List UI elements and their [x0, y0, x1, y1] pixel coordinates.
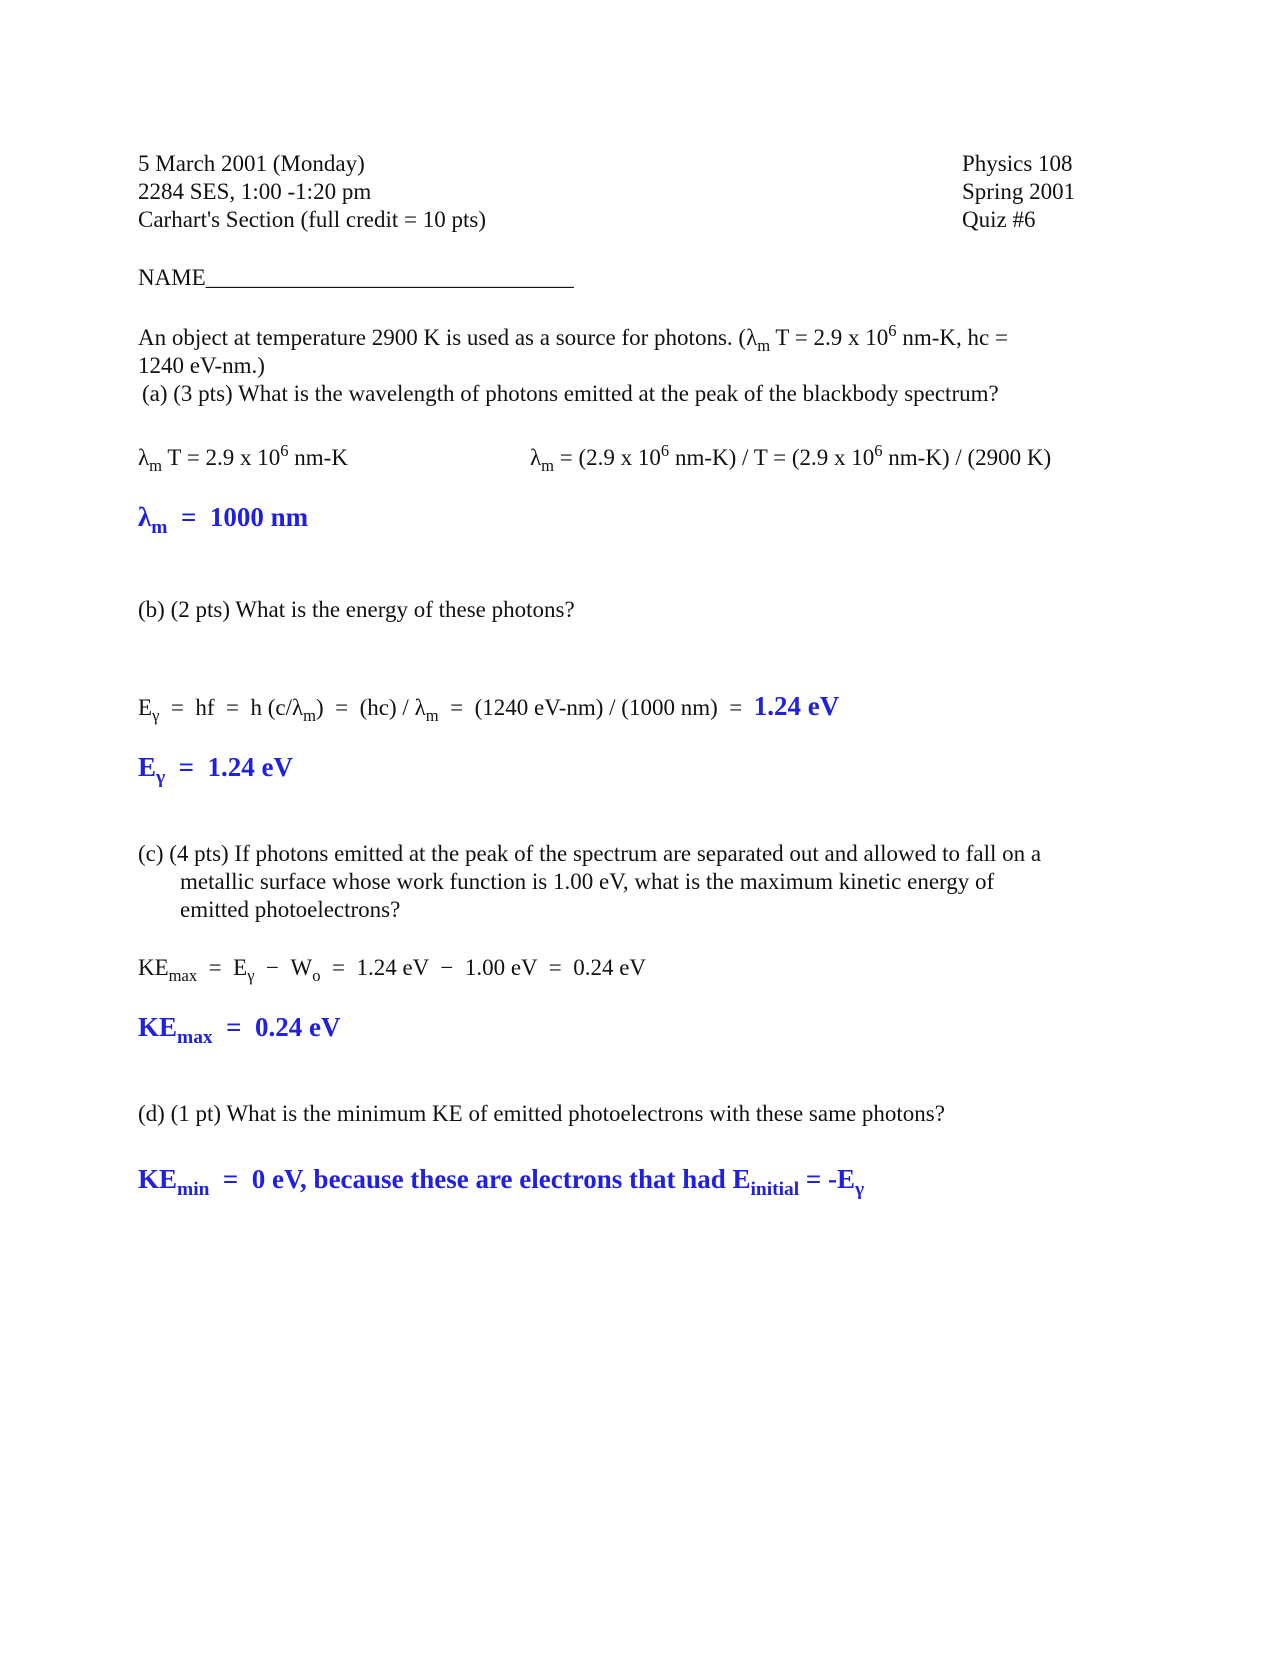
name-field: NAME________________________________	[138, 265, 574, 290]
header-left	[138, 150, 486, 234]
part-b-question: (b) (2 pts) What is the energy of these photons?	[138, 597, 575, 622]
part-c-question-line-3: emitted photoelectrons?	[180, 897, 401, 922]
part-b-equation: $E_\gamma$ = hf = h $(c/\lambda_m) = (hc) / \lambda_m = (1240$ eV-nm) / (1000 nm) = 1.24 eV	[138, 691, 840, 725]
part-d-question: (d) (1 pt) What is the minimum KE of emitted photoelectrons with these same photons?	[138, 1101, 945, 1126]
part-c-question-line-2: metallic surface whose work function is 1.00 eV, what is the maximum kinetic energy of	[180, 869, 995, 894]
part-c-question-line-1: (c) (4 pts) If photons emitted at the peak of the spectrum are separated out and allowed to fall on a	[138, 841, 1042, 866]
part-b-answer: $E_\gamma = 1.24$ eV	[138, 752, 293, 788]
course-term: Spring 2001	[962, 179, 1076, 204]
quiz-date: 5 March 2001 (Monday)	[138, 151, 365, 176]
part-c-equation: $KE_{max} = E_\gamma - W_o = 1.24$ eV − 1.00 eV = 0.24 eV	[138, 955, 647, 985]
part-c-answer: $KE_{max} = 0.24$ eV	[138, 1012, 341, 1048]
problem-intro	[138, 320, 1008, 380]
part-c-question	[138, 840, 1041, 924]
intro-line-2: 1240 eV-nm.)	[138, 353, 265, 378]
part-a-equation-1: $\lambda_m$ T = 2.9 x $10^6$ nm-K	[138, 440, 348, 475]
header-right	[962, 150, 1075, 234]
part-b-inline-result: 1.24 eV	[753, 691, 840, 721]
quiz-section: Carhart's Section (full credit = 10 pts)	[138, 207, 486, 232]
quiz-location-time: 2284 SES, 1:00 -1:20 pm	[138, 179, 372, 204]
part-a-answer: $\lambda_m = 1000$ nm	[138, 502, 309, 538]
intro-line-1: An object at temperature 2900 K is used as a source for photons. ($\lambda_m$ T = 2.9 x $10^6$ nm-K, hc =	[138, 320, 1008, 355]
part-d-answer: $KE_{min} = 0$ eV, because these are electrons that had $E_{initial} = -E_\gamma$	[138, 1164, 865, 1200]
course-name: Physics 108	[962, 151, 1073, 176]
part-a-question: (a) (3 pts) What is the wavelength of photons emitted at the peak of the blackbody spectrum?	[142, 381, 999, 406]
part-a-equation-2: $\lambda_m = (2.9$ x $10^6$ nm-K) / T = (2.9 x $10^6$ nm-K) / (2900 K)	[530, 440, 1052, 475]
quiz-number: Quiz #6	[962, 207, 1036, 232]
